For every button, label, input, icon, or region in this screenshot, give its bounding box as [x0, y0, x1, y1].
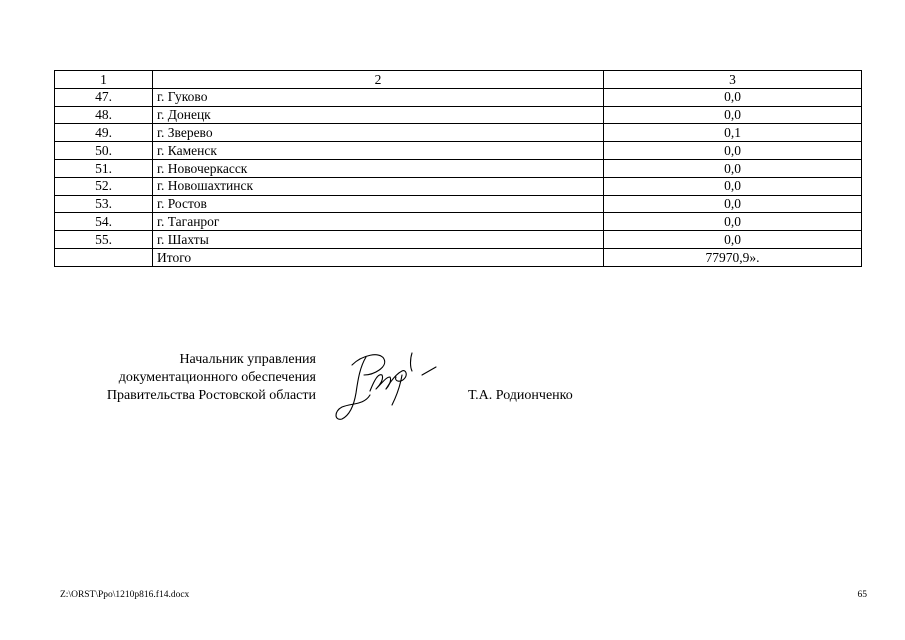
- row-value: 0,0: [604, 177, 862, 195]
- row-value: 0,0: [604, 195, 862, 213]
- row-value: 0,0: [604, 159, 862, 177]
- row-value: 0,0: [604, 231, 862, 249]
- table-row: [55, 142, 862, 160]
- row-city: г. Каменск: [153, 142, 604, 160]
- table-row: [55, 106, 862, 124]
- row-city: г. Новочеркасск: [153, 159, 604, 177]
- table-row: [55, 124, 862, 142]
- total-value: 77970,9».: [604, 248, 862, 266]
- header-cell-3: 3: [604, 71, 862, 89]
- row-value: 0,0: [604, 213, 862, 231]
- row-city: г. Новошахтинск: [153, 177, 604, 195]
- header-cell-1: 1: [55, 71, 153, 89]
- total-number: [55, 248, 153, 266]
- row-city: г. Шахты: [153, 231, 604, 249]
- row-city: г. Таганрог: [153, 213, 604, 231]
- row-value: 0,0: [604, 88, 862, 106]
- table-row: [55, 88, 862, 106]
- table-row: [55, 159, 862, 177]
- row-city: г. Донецк: [153, 106, 604, 124]
- row-number: 47.: [55, 88, 153, 106]
- table-row: [55, 195, 862, 213]
- handwritten-signature: [330, 345, 450, 425]
- signatory-title-line: Начальник управления: [179, 352, 316, 367]
- total-label: Итого: [153, 248, 604, 266]
- row-city: г. Гуково: [153, 88, 604, 106]
- row-city: г. Ростов: [153, 195, 604, 213]
- row-value: 0,1: [604, 124, 862, 142]
- row-number: 53.: [55, 195, 153, 213]
- row-number: 52.: [55, 177, 153, 195]
- table-row: [55, 231, 862, 249]
- signatory-title: [56, 351, 316, 405]
- row-number: 49.: [55, 124, 153, 142]
- page-number: 65: [857, 590, 867, 600]
- table-total-row: [55, 248, 862, 266]
- signatory-title-line: документационного обеспечения: [118, 370, 316, 385]
- table-row: [55, 213, 862, 231]
- row-number: 51.: [55, 159, 153, 177]
- row-city: г. Зверево: [153, 124, 604, 142]
- row-number: 55.: [55, 231, 153, 249]
- signatory-title-line: Правительства Ростовской области: [106, 388, 316, 403]
- table-row: [55, 177, 862, 195]
- row-number: 48.: [55, 106, 153, 124]
- header-cell-2: 2: [153, 71, 604, 89]
- table-header-row: [55, 71, 862, 89]
- row-value: 0,0: [604, 106, 862, 124]
- footer-file-path: Z:\ORST\Ppo\1210p816.f14.docx: [60, 590, 190, 600]
- row-number: 50.: [55, 142, 153, 160]
- row-value: 0,0: [604, 142, 862, 160]
- row-number: 54.: [55, 213, 153, 231]
- signatory-name: Т.А. Родионченко: [468, 388, 573, 403]
- data-table: [54, 70, 862, 267]
